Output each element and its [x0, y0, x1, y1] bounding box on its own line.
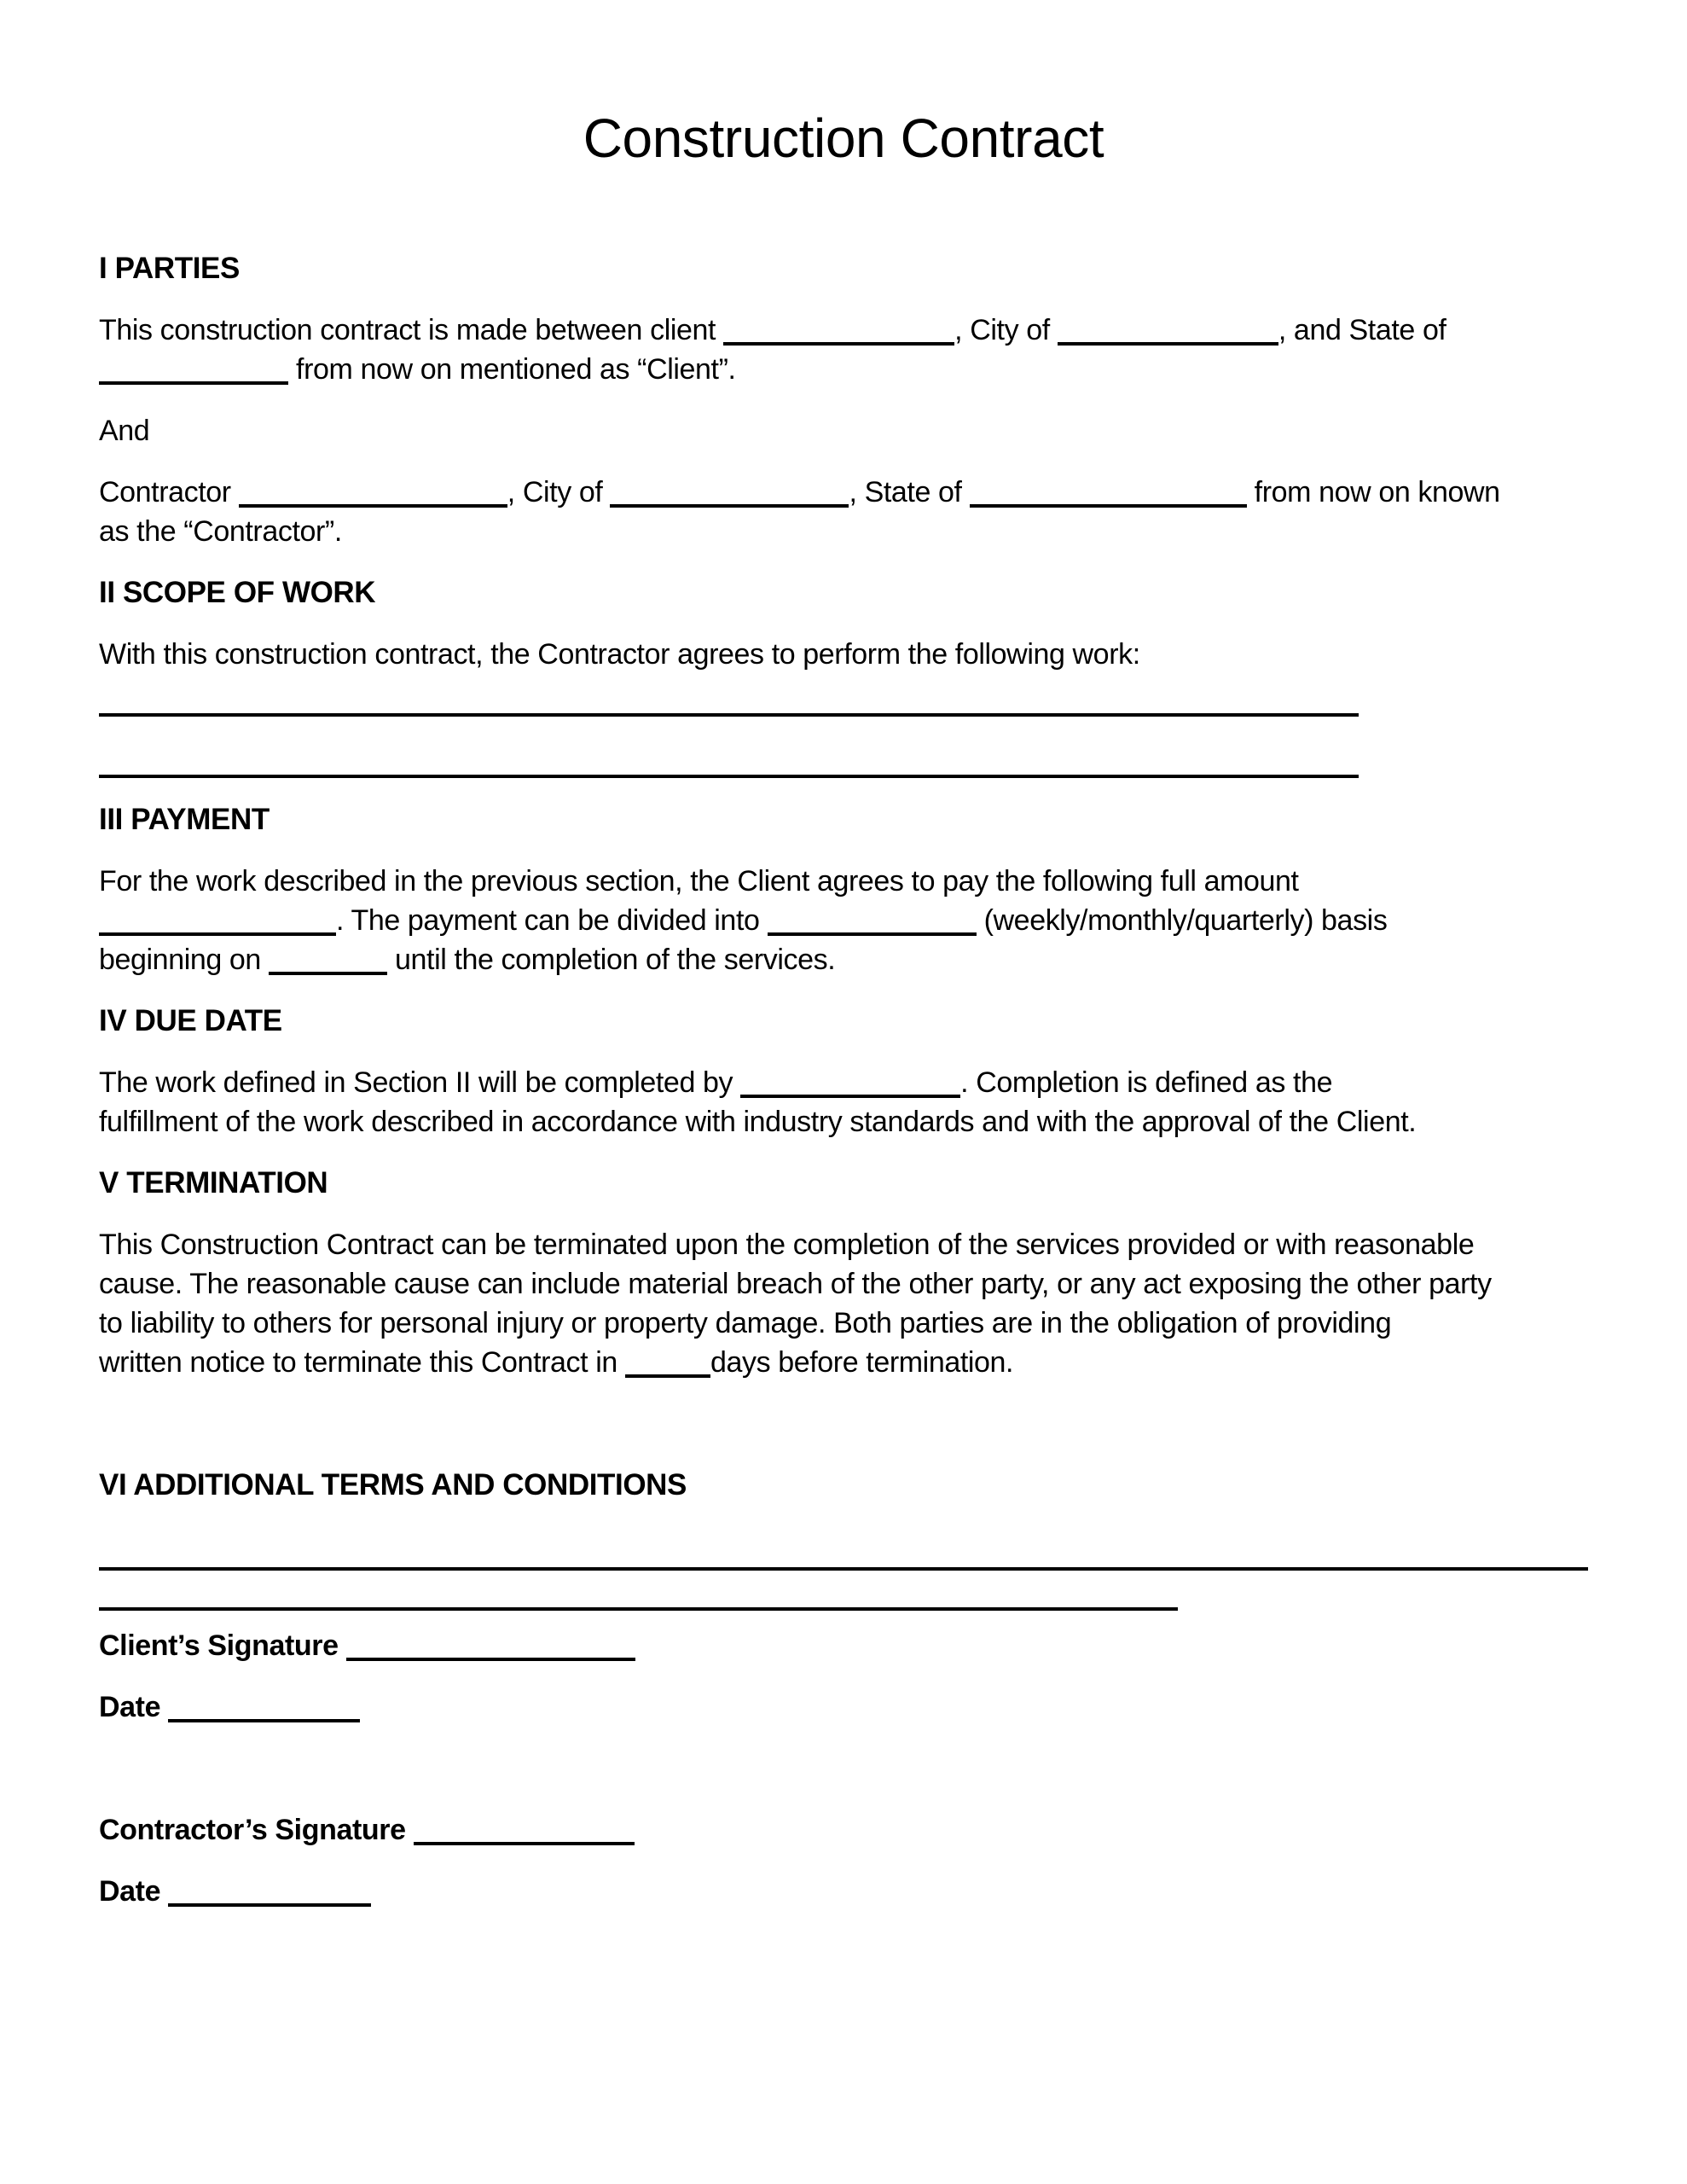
contractor-signature-row-blank[interactable] [414, 1832, 635, 1845]
scope-fill-line-1[interactable] [99, 713, 1359, 717]
blank-field[interactable] [723, 332, 954, 346]
text-run: as the “Contractor”. [99, 515, 342, 548]
due-date-paragraph [99, 1063, 1588, 1141]
payment-paragraph [99, 862, 1588, 979]
contractor-paragraph [99, 473, 1588, 551]
scope-intro-paragraph [99, 635, 1588, 674]
text-run: , City of [954, 314, 1058, 346]
text-run: For the work described in the previous section, the Client agrees to pay the following full amount [99, 865, 1299, 897]
client-signature-row-label: Client’s Signature [99, 1629, 339, 1662]
text-run: cause. The reasonable cause can include material breach of the other party, or any act exposing the other party [99, 1268, 1492, 1300]
text-run: written notice to terminate this Contract in [99, 1346, 625, 1379]
client-signature-row-blank[interactable] [346, 1647, 635, 1661]
text-run: , State of [849, 476, 970, 508]
and-paragraph [99, 411, 1588, 450]
client-date-row-blank[interactable] [168, 1709, 360, 1722]
contractor-signature-row [99, 1810, 1588, 1850]
text-run: Contractor [99, 476, 239, 508]
blank-field[interactable] [269, 961, 387, 975]
section-heading-due-date: IV DUE DATE [99, 1004, 282, 1037]
text-run: days before termination. [710, 1346, 1014, 1379]
text-run: , City of [507, 476, 611, 508]
document-title: Construction Contract [583, 107, 1104, 169]
blank-field[interactable] [1058, 332, 1278, 346]
blank-field[interactable] [610, 494, 849, 508]
text-run: And [99, 415, 150, 447]
additional-terms-fill-line-2[interactable] [99, 1607, 1178, 1611]
text-run: This Construction Contract can be terminated upon the completion of the services provided or with reasonable [99, 1228, 1475, 1261]
section-heading-termination: V TERMINATION [99, 1166, 328, 1199]
text-run: (weekly/monthly/quarterly) basis [976, 904, 1388, 937]
blank-field[interactable] [99, 922, 336, 936]
text-run: from now on known [1246, 476, 1500, 508]
text-run: . Completion is defined as the [960, 1066, 1333, 1099]
text-run: beginning on [99, 944, 269, 976]
contractor-date-row-label: Date [99, 1875, 161, 1908]
client-date-row [99, 1687, 1588, 1727]
contractor-signature-row-label: Contractor’s Signature [99, 1814, 406, 1846]
text-run: With this construction contract, the Contractor agrees to perform the following work: [99, 638, 1140, 671]
contractor-date-row-blank[interactable] [168, 1893, 371, 1907]
text-run: This construction contract is made between client [99, 314, 724, 346]
text-run: , and State of [1278, 314, 1446, 346]
additional-terms-fill-line-1[interactable] [99, 1567, 1588, 1571]
client-date-row-label: Date [99, 1691, 161, 1723]
blank-field[interactable] [768, 922, 977, 936]
parties-paragraph [99, 311, 1588, 389]
section-heading-scope-of-work: II SCOPE OF WORK [99, 576, 376, 609]
blank-field[interactable] [239, 494, 507, 508]
client-signature-row [99, 1626, 1588, 1665]
text-run: to liability to others for personal injury or property damage. Both parties are in the obligation of providing [99, 1307, 1392, 1339]
text-run: from now on mentioned as “Client”. [288, 353, 736, 386]
section-heading-payment: III PAYMENT [99, 803, 270, 836]
document-body [99, 249, 1588, 1911]
blank-field[interactable] [740, 1084, 960, 1098]
blank-field[interactable] [99, 371, 288, 385]
blank-field[interactable] [625, 1364, 710, 1378]
blank-field[interactable] [970, 494, 1247, 508]
section-heading-parties: I PARTIES [99, 252, 240, 285]
scope-fill-line-2[interactable] [99, 775, 1359, 778]
termination-paragraph [99, 1225, 1588, 1382]
text-run: The work defined in Section II will be completed by [99, 1066, 741, 1099]
text-run: until the completion of the services. [386, 944, 836, 976]
contractor-date-row [99, 1872, 1588, 1911]
text-run: . The payment can be divided into [336, 904, 768, 937]
text-run: fulfillment of the work described in accordance with industry standards and with the approval of the Client. [99, 1106, 1417, 1138]
section-heading-additional-terms: VI ADDITIONAL TERMS AND CONDITIONS [99, 1468, 687, 1502]
